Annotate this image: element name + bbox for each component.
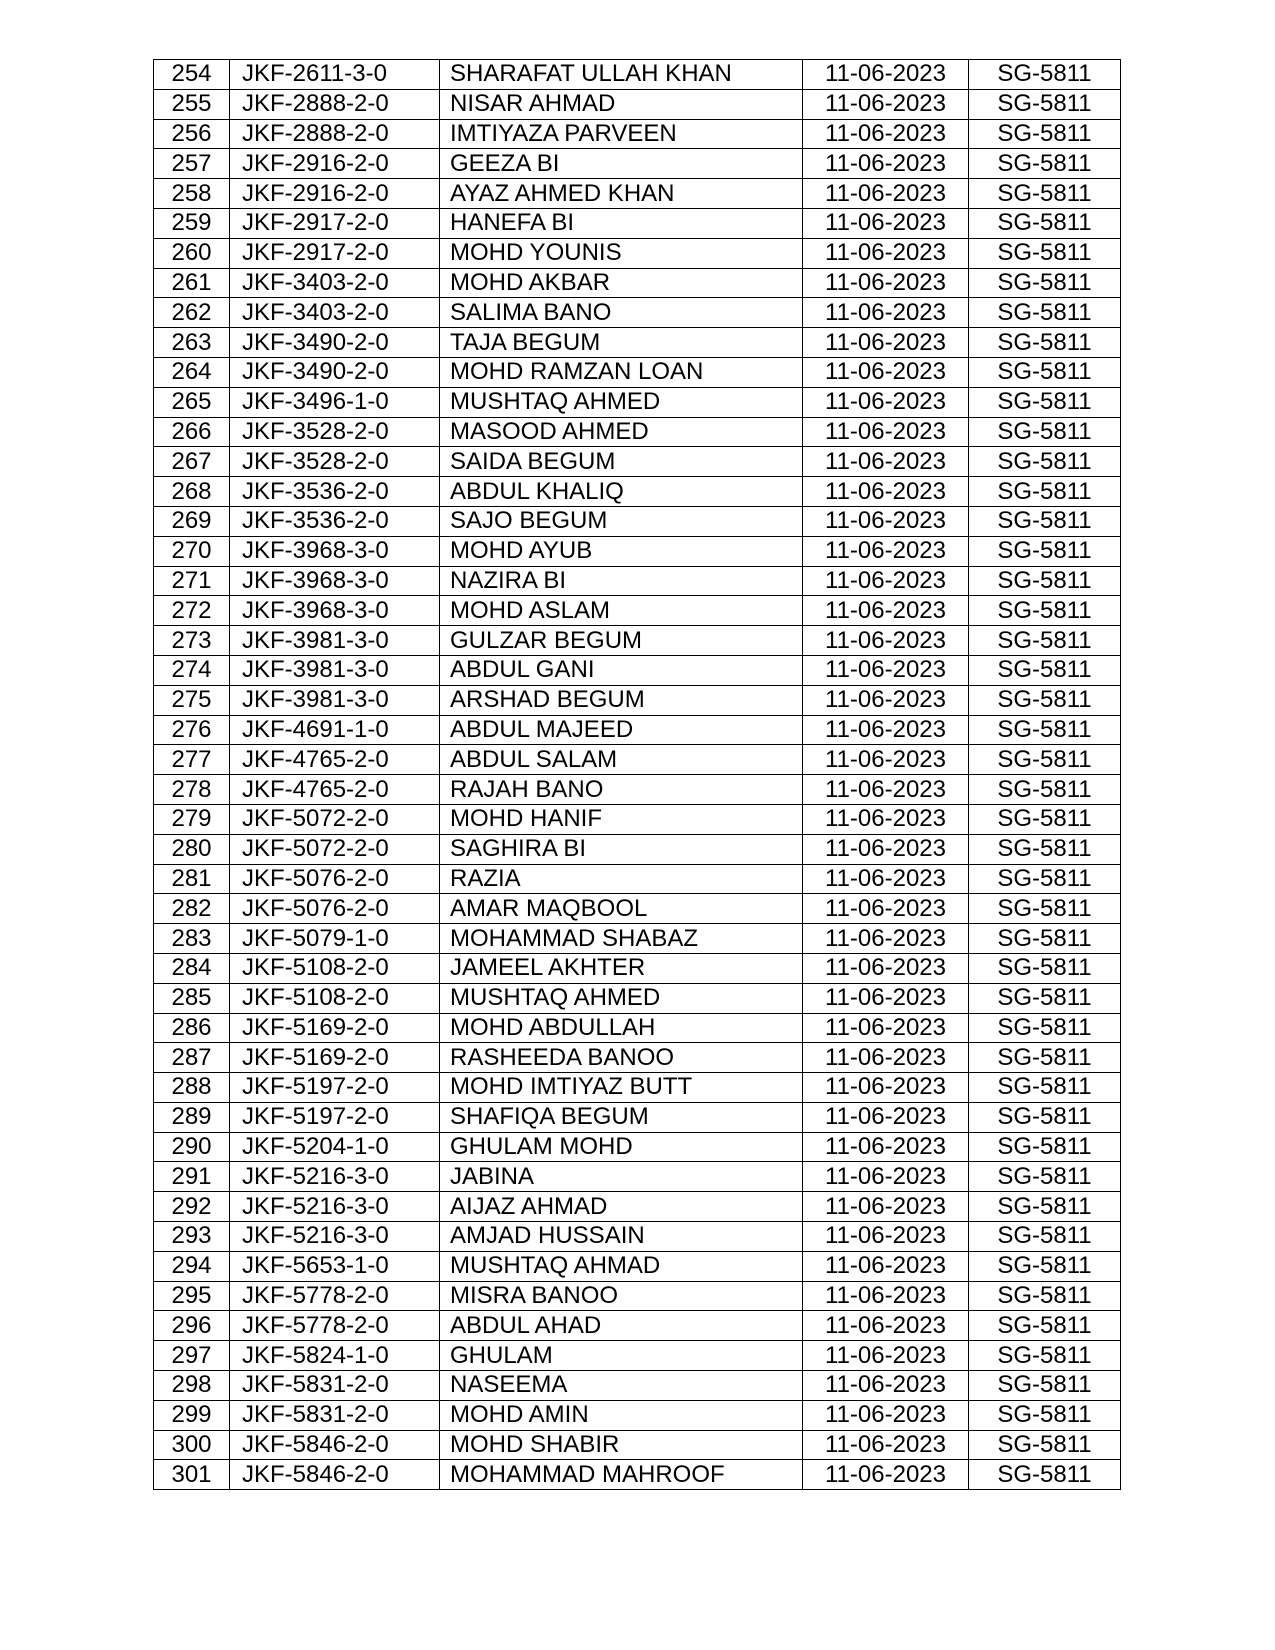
flight-number-cell: SG-5811 xyxy=(969,1043,1121,1073)
serial-number-cell: 259 xyxy=(154,208,230,238)
cover-number-cell: JKF-2888-2-0 xyxy=(230,89,440,119)
serial-number-cell: 282 xyxy=(154,894,230,924)
pilgrim-name-cell: MOHAMMAD MAHROOF xyxy=(440,1460,803,1490)
flight-number-cell: SG-5811 xyxy=(969,1222,1121,1252)
serial-number-cell: 276 xyxy=(154,715,230,745)
pilgrim-list-table xyxy=(153,59,1121,1490)
cover-number-cell: JKF-2916-2-0 xyxy=(230,149,440,179)
pilgrim-name-cell: MOHD AKBAR xyxy=(440,268,803,298)
table-row xyxy=(154,983,1121,1013)
cover-number-cell: JKF-3490-2-0 xyxy=(230,357,440,387)
table-row xyxy=(154,655,1121,685)
table-row xyxy=(154,1460,1121,1490)
serial-number-cell: 258 xyxy=(154,179,230,209)
pilgrim-name-cell: JAMEEL AKHTER xyxy=(440,953,803,983)
flight-number-cell: SG-5811 xyxy=(969,387,1121,417)
departure-date-cell: 11-06-2023 xyxy=(803,1430,969,1460)
departure-date-cell: 11-06-2023 xyxy=(803,477,969,507)
departure-date-cell: 11-06-2023 xyxy=(803,208,969,238)
table-row xyxy=(154,834,1121,864)
flight-number-cell: SG-5811 xyxy=(969,149,1121,179)
departure-date-cell: 11-06-2023 xyxy=(803,89,969,119)
departure-date-cell: 11-06-2023 xyxy=(803,1251,969,1281)
table-row xyxy=(154,894,1121,924)
flight-number-cell: SG-5811 xyxy=(969,179,1121,209)
cover-number-cell: JKF-5846-2-0 xyxy=(230,1430,440,1460)
flight-number-cell: SG-5811 xyxy=(969,655,1121,685)
flight-number-cell: SG-5811 xyxy=(969,775,1121,805)
pilgrim-name-cell: SALIMA BANO xyxy=(440,298,803,328)
pilgrim-name-cell: SHARAFAT ULLAH KHAN xyxy=(440,60,803,90)
pilgrim-name-cell: AIJAZ AHMAD xyxy=(440,1192,803,1222)
table-row xyxy=(154,1400,1121,1430)
pilgrim-name-cell: SHAFIQA BEGUM xyxy=(440,1102,803,1132)
cover-number-cell: JKF-3403-2-0 xyxy=(230,268,440,298)
serial-number-cell: 301 xyxy=(154,1460,230,1490)
table-row xyxy=(154,953,1121,983)
cover-number-cell: JKF-4691-1-0 xyxy=(230,715,440,745)
table-row xyxy=(154,119,1121,149)
departure-date-cell: 11-06-2023 xyxy=(803,328,969,358)
serial-number-cell: 274 xyxy=(154,655,230,685)
flight-number-cell: SG-5811 xyxy=(969,1460,1121,1490)
cover-number-cell: JKF-5079-1-0 xyxy=(230,924,440,954)
pilgrim-name-cell: MUSHTAQ AHMED xyxy=(440,983,803,1013)
pilgrim-name-cell: AMJAD HUSSAIN xyxy=(440,1222,803,1252)
table-row xyxy=(154,1102,1121,1132)
serial-number-cell: 286 xyxy=(154,1013,230,1043)
serial-number-cell: 294 xyxy=(154,1251,230,1281)
flight-number-cell: SG-5811 xyxy=(969,1162,1121,1192)
serial-number-cell: 271 xyxy=(154,566,230,596)
serial-number-cell: 256 xyxy=(154,119,230,149)
cover-number-cell: JKF-3496-1-0 xyxy=(230,387,440,417)
pilgrim-name-cell: TAJA BEGUM xyxy=(440,328,803,358)
departure-date-cell: 11-06-2023 xyxy=(803,1192,969,1222)
table-row xyxy=(154,804,1121,834)
flight-number-cell: SG-5811 xyxy=(969,1132,1121,1162)
table-row xyxy=(154,477,1121,507)
serial-number-cell: 261 xyxy=(154,268,230,298)
table-row xyxy=(154,775,1121,805)
departure-date-cell: 11-06-2023 xyxy=(803,387,969,417)
flight-number-cell: SG-5811 xyxy=(969,238,1121,268)
serial-number-cell: 270 xyxy=(154,536,230,566)
table-row xyxy=(154,685,1121,715)
flight-number-cell: SG-5811 xyxy=(969,1281,1121,1311)
cover-number-cell: JKF-5204-1-0 xyxy=(230,1132,440,1162)
table-row xyxy=(154,179,1121,209)
pilgrim-name-cell: ABDUL KHALIQ xyxy=(440,477,803,507)
departure-date-cell: 11-06-2023 xyxy=(803,1460,969,1490)
cover-number-cell: JKF-5197-2-0 xyxy=(230,1073,440,1103)
departure-date-cell: 11-06-2023 xyxy=(803,1162,969,1192)
cover-number-cell: JKF-5831-2-0 xyxy=(230,1371,440,1401)
pilgrim-name-cell: NASEEMA xyxy=(440,1371,803,1401)
departure-date-cell: 11-06-2023 xyxy=(803,1222,969,1252)
departure-date-cell: 11-06-2023 xyxy=(803,1400,969,1430)
departure-date-cell: 11-06-2023 xyxy=(803,1013,969,1043)
serial-number-cell: 283 xyxy=(154,924,230,954)
pilgrim-list-table-container xyxy=(153,59,1121,1490)
table-row xyxy=(154,357,1121,387)
flight-number-cell: SG-5811 xyxy=(969,715,1121,745)
serial-number-cell: 263 xyxy=(154,328,230,358)
departure-date-cell: 11-06-2023 xyxy=(803,715,969,745)
serial-number-cell: 279 xyxy=(154,804,230,834)
table-row xyxy=(154,60,1121,90)
flight-number-cell: SG-5811 xyxy=(969,983,1121,1013)
table-row xyxy=(154,715,1121,745)
pilgrim-name-cell: MOHD HANIF xyxy=(440,804,803,834)
cover-number-cell: JKF-2917-2-0 xyxy=(230,238,440,268)
departure-date-cell: 11-06-2023 xyxy=(803,775,969,805)
table-row xyxy=(154,1162,1121,1192)
flight-number-cell: SG-5811 xyxy=(969,953,1121,983)
departure-date-cell: 11-06-2023 xyxy=(803,626,969,656)
departure-date-cell: 11-06-2023 xyxy=(803,1102,969,1132)
cover-number-cell: JKF-3528-2-0 xyxy=(230,447,440,477)
flight-number-cell: SG-5811 xyxy=(969,298,1121,328)
table-body xyxy=(154,60,1121,1490)
pilgrim-name-cell: AMAR MAQBOOL xyxy=(440,894,803,924)
table-row xyxy=(154,566,1121,596)
table-row xyxy=(154,387,1121,417)
pilgrim-name-cell: ABDUL GANI xyxy=(440,655,803,685)
table-row xyxy=(154,149,1121,179)
serial-number-cell: 296 xyxy=(154,1311,230,1341)
flight-number-cell: SG-5811 xyxy=(969,566,1121,596)
departure-date-cell: 11-06-2023 xyxy=(803,447,969,477)
departure-date-cell: 11-06-2023 xyxy=(803,655,969,685)
pilgrim-name-cell: MOHD IMTIYAZ BUTT xyxy=(440,1073,803,1103)
pilgrim-name-cell: MASOOD AHMED xyxy=(440,417,803,447)
serial-number-cell: 257 xyxy=(154,149,230,179)
departure-date-cell: 11-06-2023 xyxy=(803,1311,969,1341)
pilgrim-name-cell: MOHD ASLAM xyxy=(440,596,803,626)
serial-number-cell: 268 xyxy=(154,477,230,507)
table-row xyxy=(154,596,1121,626)
cover-number-cell: JKF-5846-2-0 xyxy=(230,1460,440,1490)
serial-number-cell: 284 xyxy=(154,953,230,983)
serial-number-cell: 265 xyxy=(154,387,230,417)
flight-number-cell: SG-5811 xyxy=(969,417,1121,447)
pilgrim-name-cell: MOHD AYUB xyxy=(440,536,803,566)
pilgrim-name-cell: NISAR AHMAD xyxy=(440,89,803,119)
cover-number-cell: JKF-5169-2-0 xyxy=(230,1043,440,1073)
serial-number-cell: 272 xyxy=(154,596,230,626)
table-row xyxy=(154,1251,1121,1281)
pilgrim-name-cell: MOHD AMIN xyxy=(440,1400,803,1430)
serial-number-cell: 285 xyxy=(154,983,230,1013)
serial-number-cell: 266 xyxy=(154,417,230,447)
flight-number-cell: SG-5811 xyxy=(969,596,1121,626)
table-row xyxy=(154,745,1121,775)
departure-date-cell: 11-06-2023 xyxy=(803,804,969,834)
pilgrim-name-cell: RAJAH BANO xyxy=(440,775,803,805)
table-row xyxy=(154,447,1121,477)
cover-number-cell: JKF-5108-2-0 xyxy=(230,953,440,983)
flight-number-cell: SG-5811 xyxy=(969,1430,1121,1460)
flight-number-cell: SG-5811 xyxy=(969,894,1121,924)
pilgrim-name-cell: MOHD SHABIR xyxy=(440,1430,803,1460)
flight-number-cell: SG-5811 xyxy=(969,1400,1121,1430)
serial-number-cell: 280 xyxy=(154,834,230,864)
departure-date-cell: 11-06-2023 xyxy=(803,1132,969,1162)
flight-number-cell: SG-5811 xyxy=(969,89,1121,119)
departure-date-cell: 11-06-2023 xyxy=(803,894,969,924)
table-row xyxy=(154,924,1121,954)
flight-number-cell: SG-5811 xyxy=(969,328,1121,358)
serial-number-cell: 277 xyxy=(154,745,230,775)
serial-number-cell: 291 xyxy=(154,1162,230,1192)
pilgrim-name-cell: HANEFA BI xyxy=(440,208,803,238)
cover-number-cell: JKF-3536-2-0 xyxy=(230,506,440,536)
table-row xyxy=(154,626,1121,656)
departure-date-cell: 11-06-2023 xyxy=(803,1073,969,1103)
flight-number-cell: SG-5811 xyxy=(969,864,1121,894)
departure-date-cell: 11-06-2023 xyxy=(803,1341,969,1371)
pilgrim-name-cell: RASHEEDA BANOO xyxy=(440,1043,803,1073)
table-row xyxy=(154,238,1121,268)
cover-number-cell: JKF-5076-2-0 xyxy=(230,864,440,894)
table-row xyxy=(154,1341,1121,1371)
departure-date-cell: 11-06-2023 xyxy=(803,1281,969,1311)
cover-number-cell: JKF-3981-3-0 xyxy=(230,655,440,685)
departure-date-cell: 11-06-2023 xyxy=(803,1371,969,1401)
flight-number-cell: SG-5811 xyxy=(969,1251,1121,1281)
table-row xyxy=(154,1043,1121,1073)
pilgrim-name-cell: RAZIA xyxy=(440,864,803,894)
cover-number-cell: JKF-3981-3-0 xyxy=(230,626,440,656)
flight-number-cell: SG-5811 xyxy=(969,924,1121,954)
table-row xyxy=(154,208,1121,238)
pilgrim-name-cell: MOHD RAMZAN LOAN xyxy=(440,357,803,387)
table-row xyxy=(154,506,1121,536)
flight-number-cell: SG-5811 xyxy=(969,1192,1121,1222)
serial-number-cell: 290 xyxy=(154,1132,230,1162)
serial-number-cell: 300 xyxy=(154,1430,230,1460)
pilgrim-name-cell: SAJO BEGUM xyxy=(440,506,803,536)
cover-number-cell: JKF-2916-2-0 xyxy=(230,179,440,209)
cover-number-cell: JKF-4765-2-0 xyxy=(230,745,440,775)
departure-date-cell: 11-06-2023 xyxy=(803,60,969,90)
table-row xyxy=(154,536,1121,566)
departure-date-cell: 11-06-2023 xyxy=(803,983,969,1013)
departure-date-cell: 11-06-2023 xyxy=(803,536,969,566)
serial-number-cell: 299 xyxy=(154,1400,230,1430)
flight-number-cell: SG-5811 xyxy=(969,745,1121,775)
serial-number-cell: 264 xyxy=(154,357,230,387)
departure-date-cell: 11-06-2023 xyxy=(803,149,969,179)
pilgrim-name-cell: GHULAM xyxy=(440,1341,803,1371)
cover-number-cell: JKF-3968-3-0 xyxy=(230,566,440,596)
departure-date-cell: 11-06-2023 xyxy=(803,953,969,983)
departure-date-cell: 11-06-2023 xyxy=(803,834,969,864)
cover-number-cell: JKF-2611-3-0 xyxy=(230,60,440,90)
table-row xyxy=(154,864,1121,894)
cover-number-cell: JKF-3490-2-0 xyxy=(230,328,440,358)
table-row xyxy=(154,89,1121,119)
cover-number-cell: JKF-5216-3-0 xyxy=(230,1222,440,1252)
cover-number-cell: JKF-5653-1-0 xyxy=(230,1251,440,1281)
departure-date-cell: 11-06-2023 xyxy=(803,238,969,268)
pilgrim-name-cell: MUSHTAQ AHMAD xyxy=(440,1251,803,1281)
cover-number-cell: JKF-5778-2-0 xyxy=(230,1281,440,1311)
departure-date-cell: 11-06-2023 xyxy=(803,566,969,596)
pilgrim-name-cell: MISRA BANOO xyxy=(440,1281,803,1311)
flight-number-cell: SG-5811 xyxy=(969,119,1121,149)
pilgrim-name-cell: ARSHAD BEGUM xyxy=(440,685,803,715)
cover-number-cell: JKF-5216-3-0 xyxy=(230,1162,440,1192)
flight-number-cell: SG-5811 xyxy=(969,1371,1121,1401)
flight-number-cell: SG-5811 xyxy=(969,60,1121,90)
pilgrim-name-cell: JABINA xyxy=(440,1162,803,1192)
serial-number-cell: 288 xyxy=(154,1073,230,1103)
serial-number-cell: 293 xyxy=(154,1222,230,1252)
pilgrim-name-cell: SAIDA BEGUM xyxy=(440,447,803,477)
cover-number-cell: JKF-5072-2-0 xyxy=(230,804,440,834)
cover-number-cell: JKF-3981-3-0 xyxy=(230,685,440,715)
flight-number-cell: SG-5811 xyxy=(969,357,1121,387)
serial-number-cell: 295 xyxy=(154,1281,230,1311)
serial-number-cell: 278 xyxy=(154,775,230,805)
departure-date-cell: 11-06-2023 xyxy=(803,685,969,715)
departure-date-cell: 11-06-2023 xyxy=(803,119,969,149)
pilgrim-name-cell: ABDUL AHAD xyxy=(440,1311,803,1341)
cover-number-cell: JKF-5169-2-0 xyxy=(230,1013,440,1043)
serial-number-cell: 273 xyxy=(154,626,230,656)
pilgrim-name-cell: ABDUL MAJEED xyxy=(440,715,803,745)
flight-number-cell: SG-5811 xyxy=(969,1013,1121,1043)
cover-number-cell: JKF-5778-2-0 xyxy=(230,1311,440,1341)
pilgrim-name-cell: MUSHTAQ AHMED xyxy=(440,387,803,417)
cover-number-cell: JKF-2888-2-0 xyxy=(230,119,440,149)
departure-date-cell: 11-06-2023 xyxy=(803,596,969,626)
cover-number-cell: JKF-5108-2-0 xyxy=(230,983,440,1013)
flight-number-cell: SG-5811 xyxy=(969,804,1121,834)
table-row xyxy=(154,1430,1121,1460)
cover-number-cell: JKF-3968-3-0 xyxy=(230,536,440,566)
cover-number-cell: JKF-5072-2-0 xyxy=(230,834,440,864)
table-row xyxy=(154,1281,1121,1311)
departure-date-cell: 11-06-2023 xyxy=(803,1043,969,1073)
cover-number-cell: JKF-4765-2-0 xyxy=(230,775,440,805)
cover-number-cell: JKF-3403-2-0 xyxy=(230,298,440,328)
flight-number-cell: SG-5811 xyxy=(969,208,1121,238)
table-row xyxy=(154,1311,1121,1341)
serial-number-cell: 275 xyxy=(154,685,230,715)
flight-number-cell: SG-5811 xyxy=(969,506,1121,536)
pilgrim-name-cell: MOHD ABDULLAH xyxy=(440,1013,803,1043)
cover-number-cell: JKF-2917-2-0 xyxy=(230,208,440,238)
pilgrim-name-cell: MOHD YOUNIS xyxy=(440,238,803,268)
serial-number-cell: 281 xyxy=(154,864,230,894)
table-row xyxy=(154,268,1121,298)
departure-date-cell: 11-06-2023 xyxy=(803,268,969,298)
pilgrim-name-cell: IMTIYAZA PARVEEN xyxy=(440,119,803,149)
table-row xyxy=(154,1132,1121,1162)
flight-number-cell: SG-5811 xyxy=(969,1311,1121,1341)
cover-number-cell: JKF-3968-3-0 xyxy=(230,596,440,626)
pilgrim-name-cell: MOHAMMAD SHABAZ xyxy=(440,924,803,954)
flight-number-cell: SG-5811 xyxy=(969,1341,1121,1371)
departure-date-cell: 11-06-2023 xyxy=(803,298,969,328)
departure-date-cell: 11-06-2023 xyxy=(803,417,969,447)
cover-number-cell: JKF-5197-2-0 xyxy=(230,1102,440,1132)
cover-number-cell: JKF-5831-2-0 xyxy=(230,1400,440,1430)
table-row xyxy=(154,328,1121,358)
serial-number-cell: 255 xyxy=(154,89,230,119)
serial-number-cell: 292 xyxy=(154,1192,230,1222)
pilgrim-name-cell: GHULAM MOHD xyxy=(440,1132,803,1162)
pilgrim-name-cell: SAGHIRA BI xyxy=(440,834,803,864)
serial-number-cell: 297 xyxy=(154,1341,230,1371)
table-row xyxy=(154,1222,1121,1252)
departure-date-cell: 11-06-2023 xyxy=(803,924,969,954)
cover-number-cell: JKF-5076-2-0 xyxy=(230,894,440,924)
flight-number-cell: SG-5811 xyxy=(969,1102,1121,1132)
cover-number-cell: JKF-3536-2-0 xyxy=(230,477,440,507)
serial-number-cell: 267 xyxy=(154,447,230,477)
flight-number-cell: SG-5811 xyxy=(969,1073,1121,1103)
flight-number-cell: SG-5811 xyxy=(969,477,1121,507)
pilgrim-name-cell: ABDUL SALAM xyxy=(440,745,803,775)
departure-date-cell: 11-06-2023 xyxy=(803,179,969,209)
serial-number-cell: 298 xyxy=(154,1371,230,1401)
departure-date-cell: 11-06-2023 xyxy=(803,506,969,536)
flight-number-cell: SG-5811 xyxy=(969,447,1121,477)
table-row xyxy=(154,1013,1121,1043)
flight-number-cell: SG-5811 xyxy=(969,685,1121,715)
table-row xyxy=(154,1192,1121,1222)
serial-number-cell: 287 xyxy=(154,1043,230,1073)
cover-number-cell: JKF-3528-2-0 xyxy=(230,417,440,447)
serial-number-cell: 289 xyxy=(154,1102,230,1132)
flight-number-cell: SG-5811 xyxy=(969,626,1121,656)
pilgrim-name-cell: GEEZA BI xyxy=(440,149,803,179)
flight-number-cell: SG-5811 xyxy=(969,268,1121,298)
pilgrim-name-cell: GULZAR BEGUM xyxy=(440,626,803,656)
serial-number-cell: 269 xyxy=(154,506,230,536)
flight-number-cell: SG-5811 xyxy=(969,834,1121,864)
departure-date-cell: 11-06-2023 xyxy=(803,745,969,775)
serial-number-cell: 254 xyxy=(154,60,230,90)
pilgrim-name-cell: NAZIRA BI xyxy=(440,566,803,596)
flight-number-cell: SG-5811 xyxy=(969,536,1121,566)
serial-number-cell: 260 xyxy=(154,238,230,268)
cover-number-cell: JKF-5216-3-0 xyxy=(230,1192,440,1222)
cover-number-cell: JKF-5824-1-0 xyxy=(230,1341,440,1371)
table-row xyxy=(154,417,1121,447)
table-row xyxy=(154,298,1121,328)
table-row xyxy=(154,1073,1121,1103)
pilgrim-name-cell: AYAZ AHMED KHAN xyxy=(440,179,803,209)
departure-date-cell: 11-06-2023 xyxy=(803,864,969,894)
departure-date-cell: 11-06-2023 xyxy=(803,357,969,387)
serial-number-cell: 262 xyxy=(154,298,230,328)
table-row xyxy=(154,1371,1121,1401)
